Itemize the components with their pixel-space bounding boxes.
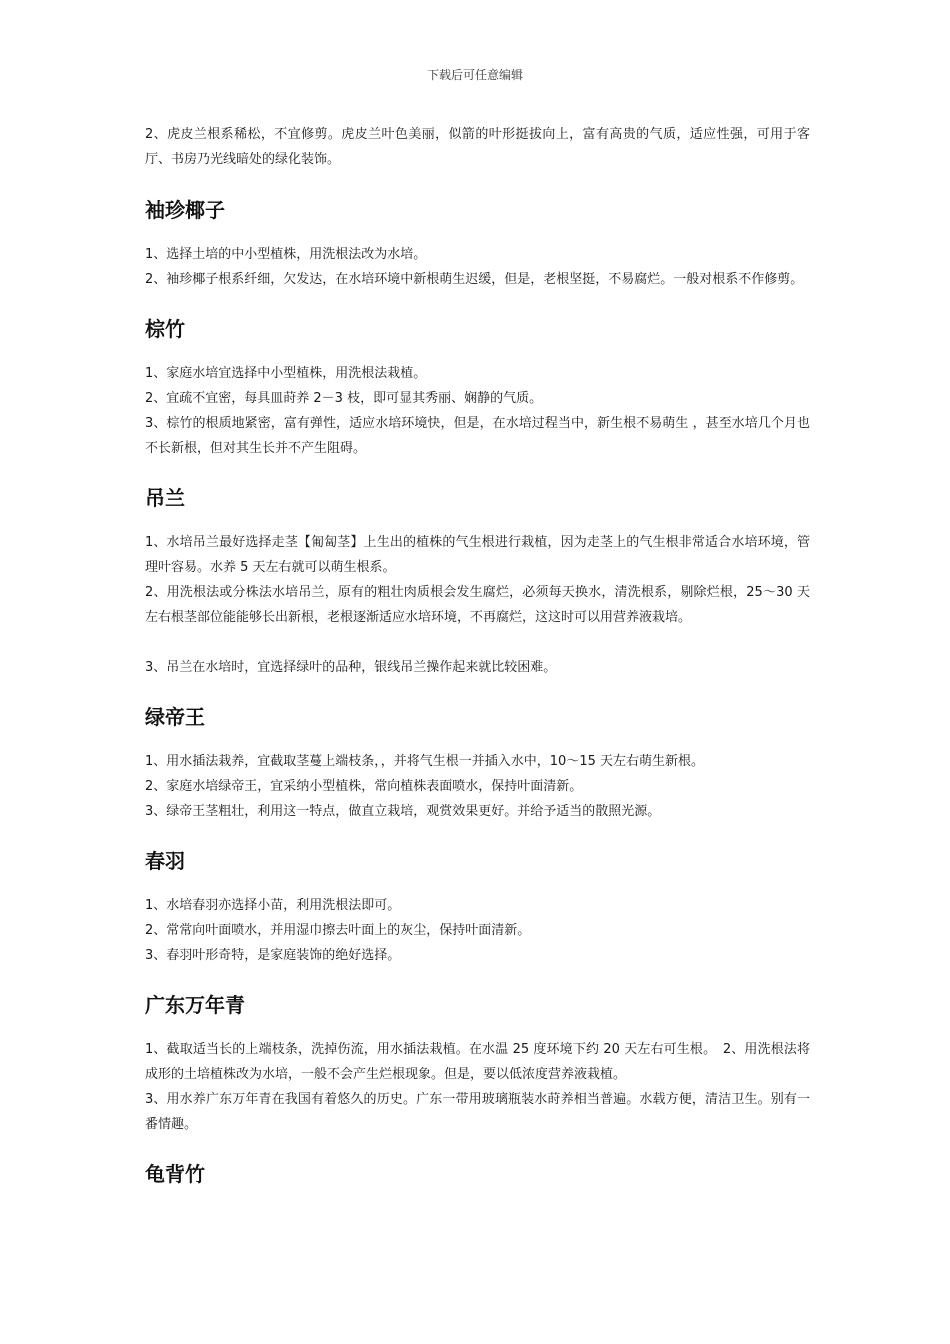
section-paragraph: 3、棕竹的根质地紧密，富有弹性，适应水培环境快，但是，在水培过程当中，新生根不易萌生 ，甚至水培几个月也不长新根，但对其生长并不产生阻碍。 xyxy=(145,416,810,456)
section-paragraph: 3、用水养广东万年青在我国有着悠久的历史。广东一带用玻璃瓶装水莳养相当普遍。水载方便，清洁卫生。别有一番情趣。 xyxy=(145,1092,810,1132)
section-heading: 吊兰 xyxy=(145,486,185,510)
document-body xyxy=(145,122,810,1188)
section-paragraph: 1、家庭水培宜选择中小型植株，用洗根法栽植。 xyxy=(145,366,427,381)
section-paragraph: 2、用洗根法或分株法水培吊兰，原有的粗壮肉质根会发生腐烂，必须每天换水，清洗根系，剔除烂根，25～30 天左右根茎部位能能够长出新根，老根逐渐适应水培环境，不再腐烂，这这时可以用营养液栽培。 xyxy=(145,585,810,625)
section-heading: 春羽 xyxy=(145,849,185,873)
intro-paragraph: 2、虎皮兰根系稀松，不宜修剪。虎皮兰叶色美丽，似箭的叶形挺拔向上，富有高贵的气质，适应性强，可用于客厅、书房乃光线暗处的绿化装饰。 xyxy=(145,127,810,167)
section-paragraph: 2、宜疏不宜密，每具皿莳养 2－3 枝，即可显其秀丽、娴静的气质。 xyxy=(145,391,543,406)
section-paragraph: 3、绿帝王茎粗壮，利用这一特点，做直立栽培，观赏效果更好。并给予适当的散照光源。 xyxy=(145,804,661,819)
section-paragraph: 1、水培春羽亦选择小苗，利用洗根法即可。 xyxy=(145,898,401,913)
section-paragraph: 1、截取适当长的上端枝条，洗掉伤流，用水插法栽植。在水温 25 度环境下约 20 天左右可生根。 2、用洗根法将成形的土培植株改为水培，一般不会产生烂根现象。但是，要以低浓度营养液栽植。 xyxy=(145,1042,810,1082)
section-paragraph: 1、水培吊兰最好选择走茎【匍匐茎】上生出的植株的气生根进行栽植，因为走茎上的气生根非常适合水培环境，管理叶容易。水养 5 天左右就可以萌生根系。 xyxy=(145,535,810,575)
section-heading: 棕竹 xyxy=(145,317,185,341)
section-paragraph: 2、袖珍椰子根系纤细，欠发达，在水培环境中新根萌生迟缓，但是，老根坚挺，不易腐烂。一般对根系不作修剪。 xyxy=(145,272,804,287)
section-paragraph: 3、春羽叶形奇特，是家庭装饰的绝好选择。 xyxy=(145,948,401,963)
section-heading: 绿帝王 xyxy=(145,705,205,729)
section-heading: 广东万年青 xyxy=(145,993,245,1017)
section-paragraph: 3、吊兰在水培时，宜选择绿叶的品种，银线吊兰操作起来就比较困难。 xyxy=(145,660,557,675)
page-header: 下载后可任意编辑 xyxy=(426,68,523,82)
section-heading: 袖珍椰子 xyxy=(145,198,225,222)
section-paragraph: 1、选择土培的中小型植株，用洗根法改为水培。 xyxy=(145,247,427,262)
section-paragraph: 2、家庭水培绿帝王，宜采纳小型植株，常向植株表面喷水，保持叶面清新。 xyxy=(145,779,583,794)
section-paragraph: 1、用水插法栽养，宜截取茎蔓上端枝条，，并将气生根一并插入水中，10～15 天左右萌生新根。 xyxy=(145,754,704,769)
section-paragraph: 2、常常向叶面喷水，并用湿巾擦去叶面上的灰尘，保持叶面清新。 xyxy=(145,923,531,938)
section-heading: 龟背竹 xyxy=(145,1162,205,1186)
